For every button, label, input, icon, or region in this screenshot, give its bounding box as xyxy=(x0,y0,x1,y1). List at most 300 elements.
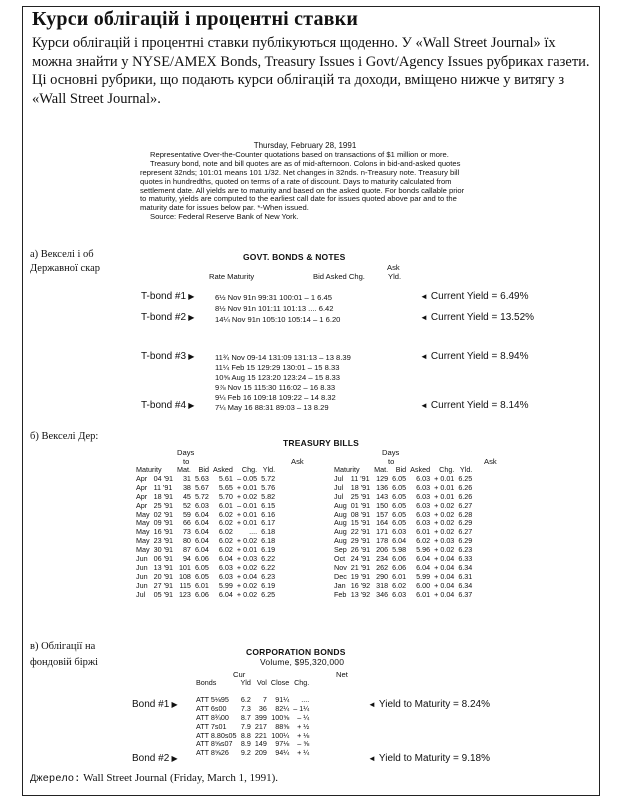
table-cell: 6.03 xyxy=(392,589,407,599)
table-cell: 31 xyxy=(182,473,191,483)
col-maturity: Maturity xyxy=(334,465,360,474)
bond-1-ytm-note: ◄ Yield to Maturity = 8.24% xyxy=(368,699,490,710)
table-cell: 6.02 xyxy=(218,518,233,528)
table-cell: 6.29 xyxy=(458,536,473,546)
govt-row: 6½ Nov 91n 99:31 100:01 – 1 6.45 xyxy=(215,293,332,302)
table-cell: 6.28 xyxy=(458,509,473,519)
table-cell: 6.34 xyxy=(458,562,473,572)
table-cell: 5.67 xyxy=(194,482,209,492)
notes-date: Thursday, February 28, 1991 xyxy=(253,141,357,150)
table-cell: 6.05 xyxy=(392,473,407,483)
col-mat: Mat. xyxy=(176,465,191,474)
tbond-4-yield-note: ◄ Current Yield = 8.14% xyxy=(420,400,528,411)
table-cell: + 0.02 xyxy=(434,500,455,510)
table-cell: + 0.01 xyxy=(236,545,258,555)
table-cell: Jul xyxy=(136,589,146,599)
table-cell: 6.05 xyxy=(392,509,407,519)
table-cell: Oct xyxy=(334,554,346,564)
table-cell: + 0.04 xyxy=(434,571,455,581)
table-cell: 5.65 xyxy=(218,482,233,492)
table-cell: + ½ xyxy=(297,721,310,731)
table-cell: 6.25 xyxy=(458,473,473,483)
col-close: Close xyxy=(270,678,290,687)
corp-cur-header: Cur xyxy=(233,670,246,679)
table-cell: 6.03 xyxy=(416,482,431,492)
table-cell: 6.31 xyxy=(458,571,473,581)
tbond-1-label: T-bond #1 ▶ xyxy=(141,291,194,302)
table-cell: 88⅝ xyxy=(275,721,290,731)
table-cell: May xyxy=(136,518,150,528)
table-cell: 16 '92 xyxy=(350,580,371,590)
table-cell: Apr xyxy=(136,473,148,483)
table-cell: Aug xyxy=(334,527,347,537)
table-cell: 22 '91 xyxy=(350,527,371,537)
tbond-3-label: T-bond #3 ▶ xyxy=(141,351,194,362)
tbond-1-yield-note: ◄ Current Yield = 6.49% xyxy=(420,291,528,302)
table-cell: ATT 8⅝26 xyxy=(196,748,229,758)
tbond-2-yield-note: ◄ Current Yield = 13.52% xyxy=(420,312,534,323)
tbills-title: TREASURY BILLS xyxy=(283,438,360,448)
table-cell: 6.03 xyxy=(416,509,431,519)
table-cell: 136 xyxy=(376,482,389,492)
table-cell: 6.18 xyxy=(261,536,276,546)
table-cell: 6.04 xyxy=(416,562,431,572)
govt-row: 11¾ Nov 09-14 131:09 131:13 – 13 8.39 xyxy=(215,353,351,362)
table-cell: 6.01 xyxy=(194,580,209,590)
table-cell: 129 xyxy=(376,473,389,483)
table-cell: 7 xyxy=(262,694,267,704)
table-cell: Apr xyxy=(136,482,148,492)
table-cell: 21 '91 xyxy=(350,562,371,572)
table-cell: 6.03 xyxy=(194,500,209,510)
table-cell: 150 xyxy=(376,500,389,510)
col-yld: Yld xyxy=(240,678,251,687)
table-cell: 02 '91 xyxy=(153,509,173,519)
table-cell: 6.05 xyxy=(194,562,209,572)
table-cell: + 0.02 xyxy=(434,545,455,555)
table-cell: 19 '91 xyxy=(350,571,371,581)
table-cell: + 0.01 xyxy=(236,482,258,492)
col-chg: Chg. xyxy=(294,678,310,687)
table-cell: 262 xyxy=(376,562,389,572)
table-cell: 149 xyxy=(254,739,267,749)
table-cell: 6.06 xyxy=(194,589,209,599)
table-cell: .... xyxy=(301,694,310,704)
table-cell: + 0.04 xyxy=(434,554,455,564)
table-cell: 6.26 xyxy=(458,491,473,501)
tbills-row xyxy=(332,591,474,600)
side-label-a2: Державної скар xyxy=(30,263,100,274)
table-cell: 24 '91 xyxy=(350,554,371,564)
table-cell: 6.05 xyxy=(194,571,209,581)
table-cell: 45 xyxy=(182,491,191,501)
table-cell: + ⅛ xyxy=(297,730,310,740)
table-cell: 6.29 xyxy=(458,518,473,528)
tbond-2-label: T-bond #2 ▶ xyxy=(141,312,194,323)
table-cell: 29 '91 xyxy=(350,536,371,546)
table-cell: May xyxy=(136,536,150,546)
notes-p1: Representative Over-the-Counter quotations based on transactions of $1 million or more. xyxy=(150,149,449,159)
bond-2-label: Bond #2 ▶ xyxy=(132,753,178,764)
col-vol: Vol xyxy=(256,678,267,687)
table-cell: 20 '91 xyxy=(153,571,173,581)
table-cell: 5.61 xyxy=(218,473,233,483)
table-cell: + 0.02 xyxy=(434,527,455,537)
table-cell: 18 '91 xyxy=(153,491,173,501)
table-cell: 6.37 xyxy=(458,589,473,599)
table-cell: + 0.01 xyxy=(236,509,258,519)
col-mat: Mat. xyxy=(374,465,389,474)
table-cell: 5.63 xyxy=(194,473,209,483)
tbills-right-days: Days xyxy=(382,448,400,457)
govt-row: 14¼ Nov 91n 105:10 105:14 – 1 6.20 xyxy=(215,315,341,324)
table-cell: + 0.02 xyxy=(434,509,455,519)
table-cell: 06 '91 xyxy=(153,554,173,564)
table-cell: 123 xyxy=(178,589,191,599)
table-cell: 6.23 xyxy=(458,545,473,555)
tbills-right-to: to xyxy=(388,457,395,466)
table-cell: 6.02 xyxy=(218,536,233,546)
table-cell: 6.04 xyxy=(218,589,233,599)
table-cell: 6.27 xyxy=(458,527,473,537)
table-cell: 82¼ xyxy=(275,703,290,713)
govt-row: 8½ Nov 91n 101:11 101:13 .... 6.42 xyxy=(215,304,334,313)
govt-ask-header: Ask xyxy=(387,263,400,272)
table-cell: – 0.01 xyxy=(237,500,258,510)
table-cell: 6.03 xyxy=(218,571,233,581)
table-cell: 8.8 xyxy=(240,730,251,740)
table-cell: 6.05 xyxy=(392,482,407,492)
corp-volume: Volume, $95,320,000 xyxy=(260,657,345,667)
table-cell: 6.03 xyxy=(416,518,431,528)
table-cell: 143 xyxy=(376,491,389,501)
table-cell: 6.04 xyxy=(218,554,233,564)
table-cell: + 0.04 xyxy=(434,562,455,572)
table-cell: 6.03 xyxy=(416,473,431,483)
table-cell: 5.72 xyxy=(261,473,276,483)
table-cell: 346 xyxy=(376,589,389,599)
table-cell: + 0.03 xyxy=(434,536,455,546)
table-cell: 6.01 xyxy=(416,527,431,537)
table-cell: ATT 5⅛95 xyxy=(196,694,229,704)
govt-row: 9⅞ Nov 15 115:30 116:02 – 16 8.33 xyxy=(215,383,336,392)
govt-row: 10⅝ Aug 15 123:20 123:24 – 15 8.33 xyxy=(215,373,340,382)
table-cell: 6.05 xyxy=(392,518,407,528)
table-cell: 6.15 xyxy=(261,500,276,510)
table-cell: 290 xyxy=(376,571,389,581)
table-cell: 6.04 xyxy=(194,545,209,555)
table-cell: May xyxy=(136,545,150,555)
table-cell: 6.22 xyxy=(261,554,276,564)
table-cell: 6.04 xyxy=(194,518,209,528)
table-cell: 5.82 xyxy=(261,491,276,501)
table-cell: 25 '91 xyxy=(350,491,371,501)
table-cell: 101 xyxy=(178,562,191,572)
table-cell: 6.03 xyxy=(218,562,233,572)
table-cell: 9.2 xyxy=(240,748,251,758)
table-cell: 05 '91 xyxy=(153,589,173,599)
table-cell: 157 xyxy=(376,509,389,519)
tbills-row xyxy=(134,591,277,600)
side-label-c1: в) Облігації на xyxy=(30,641,96,652)
table-cell: 6.05 xyxy=(392,491,407,501)
corp-net-header: Net xyxy=(336,670,348,679)
table-cell: 25 '91 xyxy=(153,500,173,510)
table-cell: + 0.03 xyxy=(236,554,258,564)
table-cell: 6.02 xyxy=(218,509,233,519)
table-cell: Jul xyxy=(334,473,344,483)
table-cell: 6.22 xyxy=(261,562,276,572)
govt-row: 7¼ May 16 88:31 89:03 – 13 8.29 xyxy=(215,403,329,412)
table-cell: 115 xyxy=(179,580,191,590)
col-maturity: Maturity xyxy=(136,465,162,474)
table-cell: – ⅝ xyxy=(297,739,310,749)
table-cell: 6.02 xyxy=(218,545,233,555)
table-cell: 15 '91 xyxy=(350,518,371,528)
table-cell: 6.01 xyxy=(392,571,407,581)
col-chg: Chg. xyxy=(439,465,455,474)
table-cell: Aug xyxy=(334,518,347,528)
table-cell: 6.02 xyxy=(392,580,407,590)
side-label-b: б) Векселі Дер: xyxy=(30,431,99,442)
table-cell: 66 xyxy=(182,518,191,528)
table-cell: 6.2 xyxy=(240,694,251,704)
table-cell: 5.96 xyxy=(416,545,431,555)
table-cell: Dec xyxy=(334,571,347,581)
table-cell: 6.06 xyxy=(392,562,407,572)
notes-p3: Source: Federal Reserve Bank of New York. xyxy=(150,212,299,222)
table-cell: + 0.02 xyxy=(236,562,258,572)
table-cell: Jun xyxy=(136,580,148,590)
table-cell: 04 '91 xyxy=(153,473,173,483)
table-cell: – 0.05 xyxy=(237,473,258,483)
table-cell: 6.17 xyxy=(261,518,276,528)
table-cell: 6.06 xyxy=(392,554,407,564)
table-cell: 6.34 xyxy=(458,580,473,590)
table-cell: 87 xyxy=(182,545,191,555)
table-cell: 6.03 xyxy=(416,491,431,501)
table-cell: + 0.02 xyxy=(236,536,258,546)
col-bid: Bid xyxy=(198,465,209,474)
table-cell: 80 xyxy=(182,536,191,546)
table-cell: 13 '91 xyxy=(153,562,173,572)
govt-title: GOVT. BONDS & NOTES xyxy=(243,252,346,262)
table-cell: ATT 8.80s05 xyxy=(196,730,237,740)
col-yld: Yld. xyxy=(262,465,276,474)
corp-bond-row xyxy=(194,749,311,758)
table-cell: 164 xyxy=(376,518,389,528)
side-label-a1: а) Векселі і об xyxy=(30,249,94,260)
table-cell: Jul xyxy=(334,491,344,501)
table-cell: ATT 7s01 xyxy=(196,721,227,731)
source-key: Джерело: xyxy=(30,773,81,785)
table-cell: 13 '92 xyxy=(350,589,371,599)
table-cell: 30 '91 xyxy=(153,545,173,555)
govt-header-rate: Rate Maturity xyxy=(209,272,255,281)
table-cell: 8.9 xyxy=(240,739,251,749)
table-cell: 6.04 xyxy=(194,536,209,546)
table-cell: 52 xyxy=(182,500,191,510)
tbills-left-to: to xyxy=(183,457,190,466)
table-cell: 6.23 xyxy=(261,571,276,581)
bond-2-ytm-note: ◄ Yield to Maturity = 9.18% xyxy=(368,753,490,764)
table-cell: 108 xyxy=(178,571,191,581)
table-cell: 5.70 xyxy=(218,491,233,501)
table-cell: Aug xyxy=(334,509,347,519)
table-cell: 100¼ xyxy=(271,730,290,740)
table-cell: 6.06 xyxy=(194,554,209,564)
table-cell: 6.01 xyxy=(416,589,431,599)
table-cell: 6.25 xyxy=(261,589,276,599)
table-cell: 5.72 xyxy=(194,491,209,501)
table-cell: Jan xyxy=(334,580,346,590)
table-cell: 6.19 xyxy=(261,580,276,590)
table-cell: + 0.04 xyxy=(434,580,455,590)
table-cell: 18 '91 xyxy=(350,482,371,492)
table-cell: Jun xyxy=(136,562,148,572)
table-cell: May xyxy=(136,509,150,519)
tbond-4-label: T-bond #4 ▶ xyxy=(141,400,194,411)
col-bonds: Bonds xyxy=(196,678,217,687)
table-cell: + 0.01 xyxy=(434,482,455,492)
source-text: Wall Street Journal (Friday, March 1, 1991). xyxy=(83,772,278,784)
intro-paragraph: Курси облігацій і процентні ставки публікуються щоденно. У «Wall Street Journal» їх можна знайти у NYSE/AMEX Bonds, Treasury Issues і Govt/Agency Issues рубриках газети. Ці основні рубрики, що подають курси облігацій та доходи, вміщено нижче у витягу з «Wall Street Journal». xyxy=(32,35,590,107)
table-cell: + 0.02 xyxy=(236,580,258,590)
source-line xyxy=(30,772,278,785)
table-cell: Feb xyxy=(334,589,347,599)
tbills-left-ask: Ask xyxy=(291,457,304,466)
notes-p2: Treasury bond, note and bill quotes are as of mid-afternoon. Colons in bid-and-asked quotes represent 32nds; 101:01 means 101 1/32. Net changes in 32nds. n-Treasury note. Treasury bill quotes in hundredths, quoted on terms of a rate of discount. Days to maturity calculated from settlement date. All yields are to maturity and based on the asked quote. For bonds callable prior to maturity, yields are computed to the earliest call date for issues quoted above par and to the maturity date for issues below par. *-When issued. xyxy=(140,158,465,213)
table-cell: 6.16 xyxy=(261,509,276,519)
table-cell: 5.99 xyxy=(218,580,233,590)
govt-row: 9¼ Feb 16 109:18 109:22 – 14 8.32 xyxy=(215,393,336,402)
table-cell: 38 xyxy=(182,482,191,492)
table-cell: 16 '91 xyxy=(153,527,173,537)
table-cell: + 0.01 xyxy=(236,518,258,528)
bond-1-label: Bond #1 ▶ xyxy=(132,699,178,710)
table-cell: Aug xyxy=(334,500,347,510)
col-yld: Yld. xyxy=(459,465,473,474)
table-cell: 5.99 xyxy=(416,571,431,581)
table-cell: 234 xyxy=(376,554,389,564)
table-cell: 209 xyxy=(254,748,267,758)
table-cell: 6.03 xyxy=(416,500,431,510)
table-cell: 6.26 xyxy=(458,482,473,492)
table-cell: + 0.04 xyxy=(236,571,258,581)
corp-title: CORPORATION BONDS xyxy=(246,647,346,657)
table-cell: + 0.04 xyxy=(434,589,455,599)
table-cell: 5.76 xyxy=(261,482,276,492)
table-cell: 221 xyxy=(254,730,267,740)
tbond-3-yield-note: ◄ Current Yield = 8.94% xyxy=(420,351,528,362)
table-cell: 7.3 xyxy=(240,703,251,713)
table-cell: ATT 8⅝s07 xyxy=(196,739,233,749)
table-cell: Jul xyxy=(334,482,344,492)
table-cell: 6.04 xyxy=(392,536,407,546)
table-cell: 178 xyxy=(376,536,389,546)
table-cell: 27 '91 xyxy=(153,580,173,590)
govt-header-yld: Yld. xyxy=(388,272,402,281)
govt-row: 11¼ Feb 15 129:29 130:01 – 15 8.33 xyxy=(215,363,340,372)
table-cell: + 0.01 xyxy=(434,491,455,501)
quotation-notes xyxy=(140,142,470,222)
tbills-right-table xyxy=(332,466,474,600)
table-cell: + 0.02 xyxy=(236,589,258,599)
table-cell: 73 xyxy=(182,527,191,537)
tbills-right-ask: Ask xyxy=(484,457,497,466)
table-cell: + 0.02 xyxy=(434,518,455,528)
table-cell: 399 xyxy=(254,712,267,722)
table-cell: 6.02 xyxy=(218,527,233,537)
table-cell: 6.33 xyxy=(458,554,473,564)
table-cell: + ¼ xyxy=(297,748,310,758)
table-cell: Aug xyxy=(334,536,347,546)
col-asked: Asked xyxy=(410,465,431,474)
table-cell: 94 xyxy=(182,554,191,564)
table-cell: 217 xyxy=(254,721,267,731)
table-cell: Jun xyxy=(136,571,148,581)
tbills-left-table xyxy=(134,466,277,600)
table-cell: 7.9 xyxy=(240,721,251,731)
table-cell: ATT 8¾00 xyxy=(196,712,229,722)
table-cell: – 1¼ xyxy=(293,703,310,713)
table-cell: Sep xyxy=(334,545,347,555)
col-asked: Asked xyxy=(212,465,233,474)
table-cell: + 0.02 xyxy=(236,491,258,501)
table-cell: 6.18 xyxy=(261,527,276,537)
page-title: Курси облігацій і процентні ставки xyxy=(32,8,359,30)
table-cell: May xyxy=(136,527,150,537)
table-cell: 6.04 xyxy=(194,527,209,537)
table-cell: 5.98 xyxy=(392,545,407,555)
table-cell: 6.19 xyxy=(261,545,276,555)
table-cell: 6.01 xyxy=(218,500,233,510)
table-cell: 23 '91 xyxy=(153,536,173,546)
corp-table xyxy=(194,679,311,758)
table-cell: 6.04 xyxy=(416,554,431,564)
table-cell: 36 xyxy=(258,703,267,713)
col-bid: Bid xyxy=(395,465,407,474)
tbills-left-days: Days xyxy=(177,448,195,457)
table-cell: 8.7 xyxy=(240,712,251,722)
table-cell: 01 '91 xyxy=(350,500,371,510)
table-cell: 6.02 xyxy=(416,536,431,546)
table-cell: 59 xyxy=(182,509,191,519)
table-cell: 97⅛ xyxy=(275,739,290,749)
table-cell: 6.27 xyxy=(458,500,473,510)
table-cell: 100⅝ xyxy=(271,712,290,722)
table-cell: 171 xyxy=(376,527,389,537)
table-cell: Jun xyxy=(136,554,148,564)
table-cell: 91¼ xyxy=(275,694,290,704)
table-cell: – ¼ xyxy=(297,712,310,722)
table-cell: 6.05 xyxy=(392,500,407,510)
govt-header-bid: Bid Asked Chg. xyxy=(313,272,365,281)
table-cell: Nov xyxy=(334,562,347,572)
table-cell: Apr xyxy=(136,500,148,510)
col-chg: Chg. xyxy=(241,465,258,474)
table-cell: 206 xyxy=(376,545,389,555)
table-cell: 26 '91 xyxy=(350,545,371,555)
table-cell: 11 '91 xyxy=(153,482,173,492)
table-cell: 6.00 xyxy=(416,580,431,590)
side-label-c2: фондовій біржі xyxy=(30,657,99,668)
table-cell: Apr xyxy=(136,491,148,501)
table-cell: 6.03 xyxy=(392,527,407,537)
table-cell: 6.04 xyxy=(194,509,209,519)
table-cell: 318 xyxy=(376,580,389,590)
table-cell: 09 '91 xyxy=(153,518,173,528)
